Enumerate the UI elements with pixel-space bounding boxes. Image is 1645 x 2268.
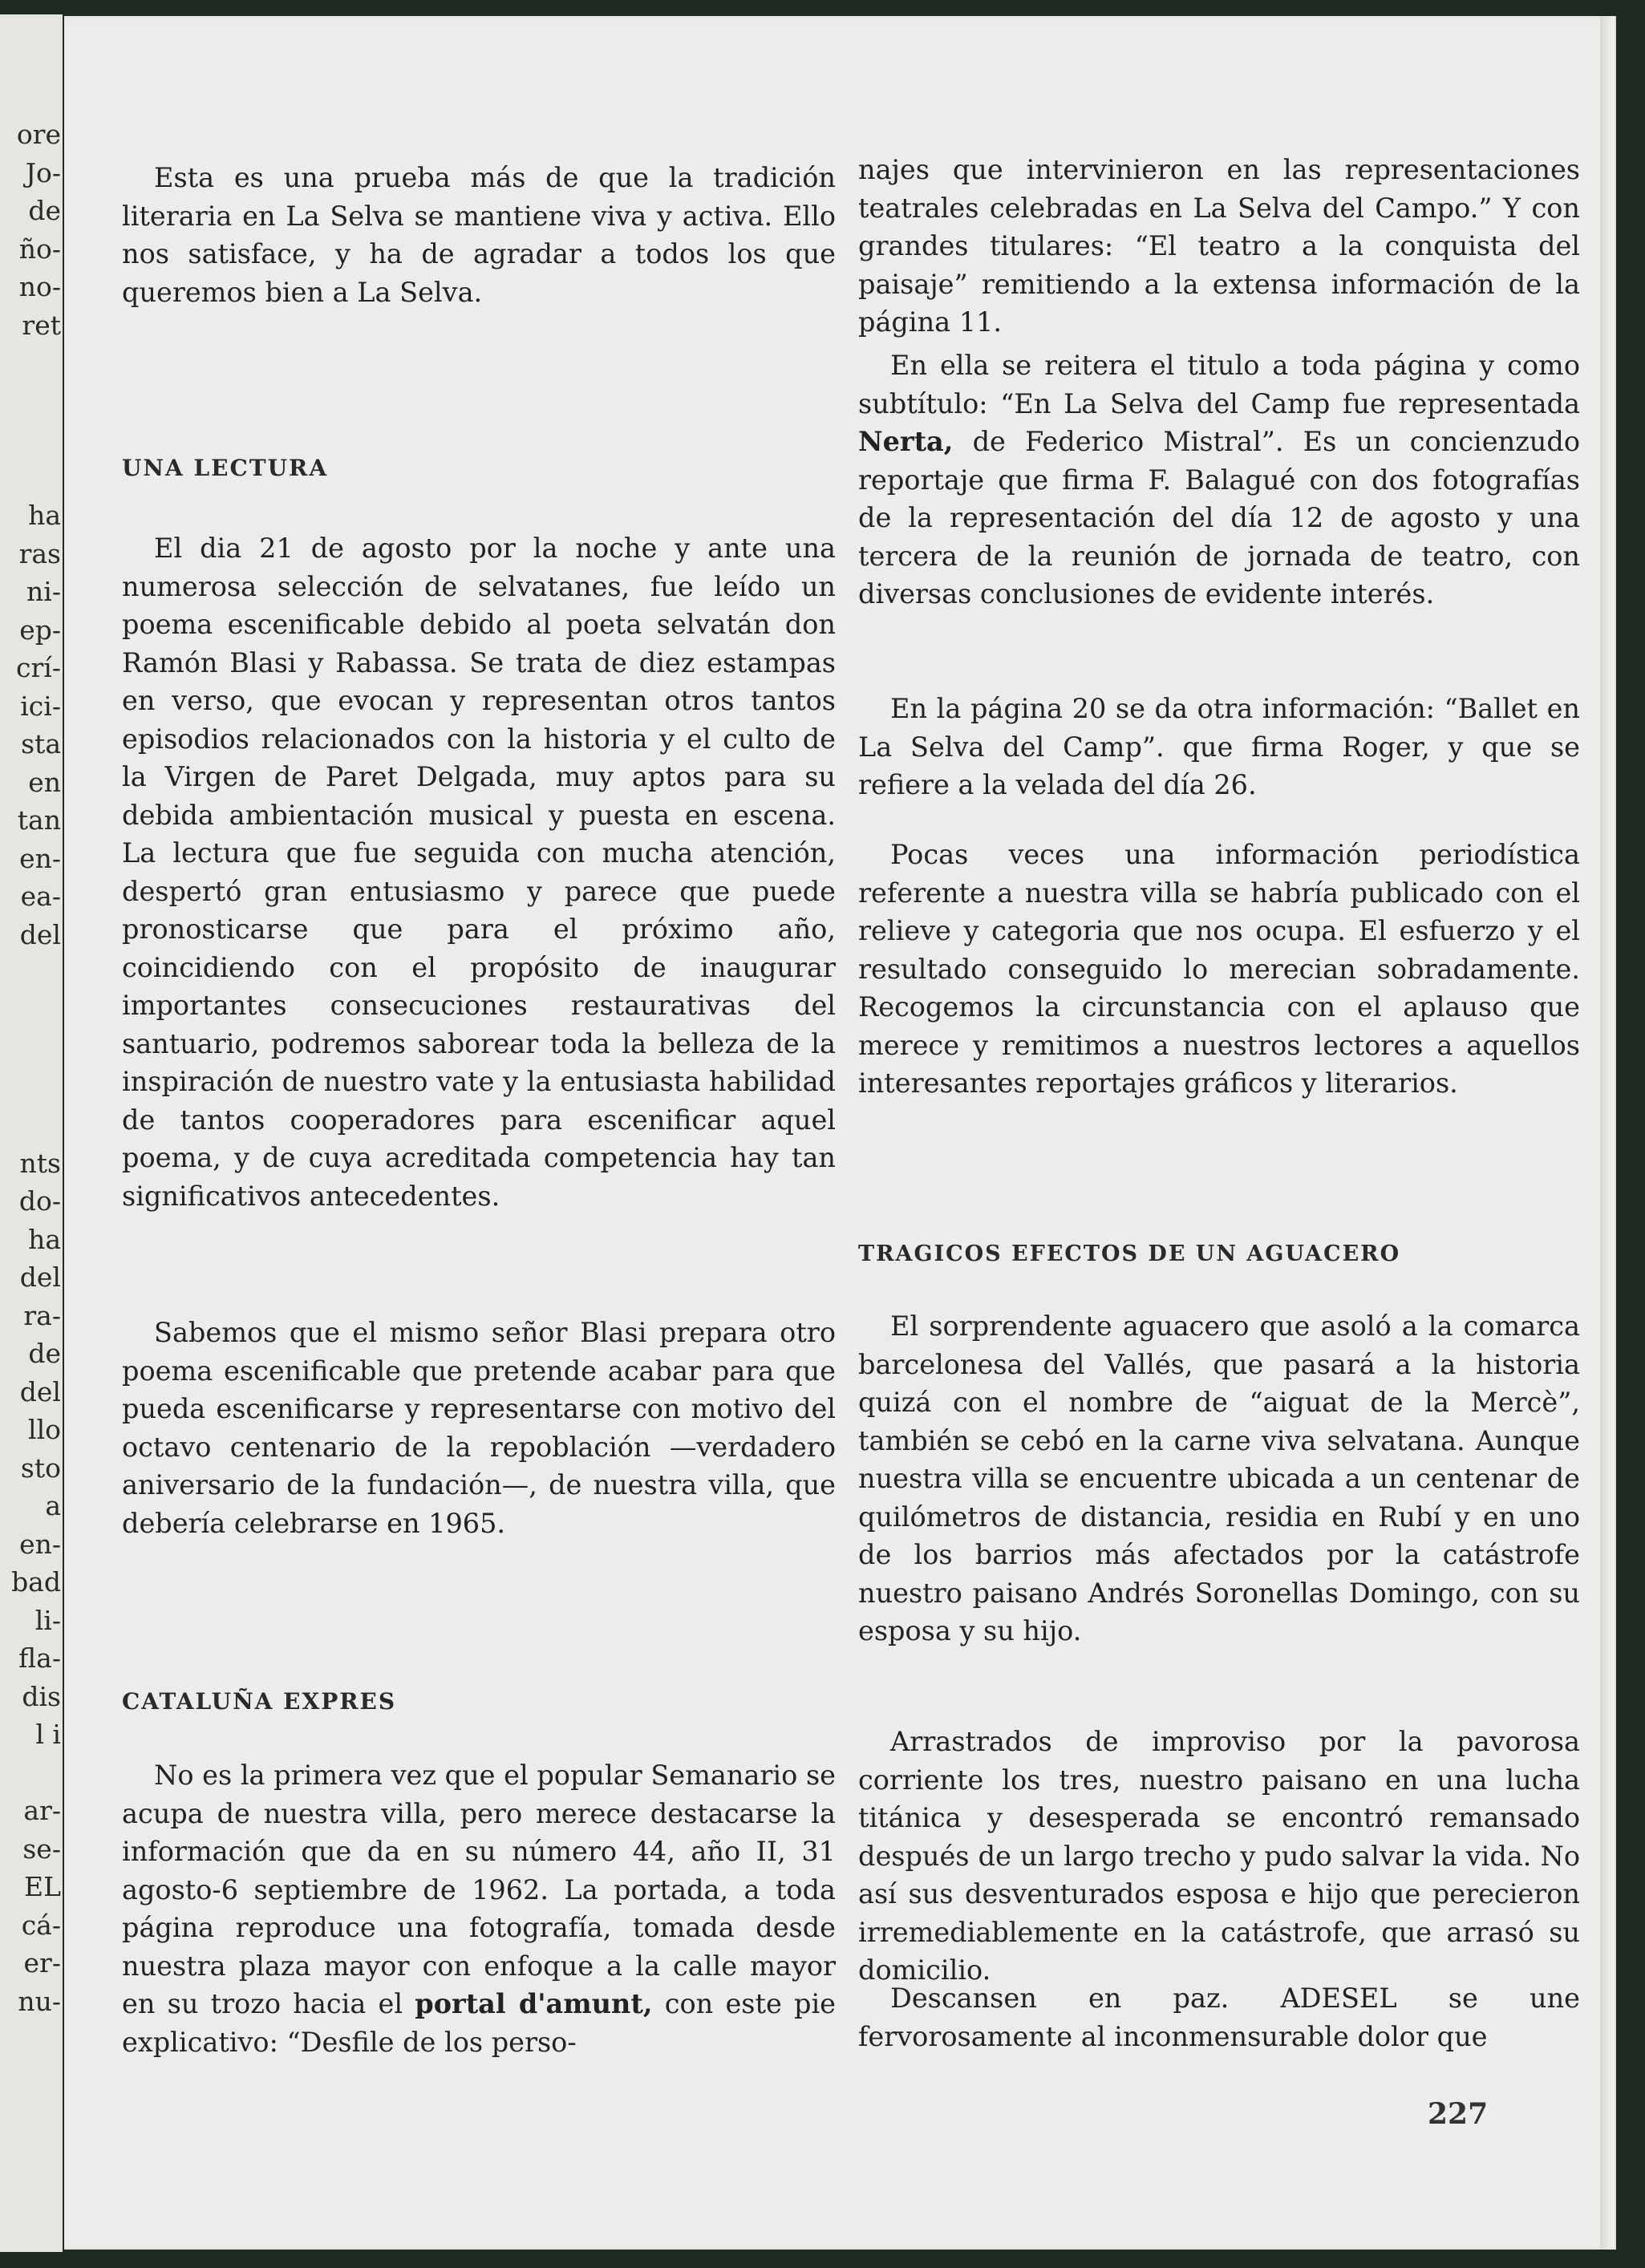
right-paragraph-2: [858, 346, 1580, 614]
previous-page-fragment: del: [19, 1262, 61, 1293]
previous-page-fragment: cá-: [21, 1909, 61, 1941]
continuation-paragraph: najes que intervinieron en las representaciones teatrales celebradas en La Selva del Campo.” Y con grandes titulares: “El teatro a la conquista del paisaje” remitiendo a la extensa información de la página 11.: [858, 154, 1580, 338]
expres-paragraph-1: [122, 1756, 836, 2061]
aguacero-paragraph-3: Descansen en paz. ADESEL se une fervorosamente al inconmensurable dolor que: [858, 1982, 1580, 2052]
previous-page-fragment: Jo-: [25, 156, 61, 188]
right-paragraph-4: Pocas veces una información periodística referente a nuestra villa se habría publicado con el relieve y categoria que nos ocupa. El esfuerzo y el resultado conseguido lo merecian sobradamente. Recogemos la circunstancia con el aplauso que merece y remitimos a nuestros lectores a aquellos interesantes reportajes gráficos y literarios.: [858, 839, 1580, 1099]
aguacero-paragraph-1: El sorprendente aguacero que asoló a la comarca barcelonesa del Vallés, que pasará a la historia quizá con el nombre de “aiguat de la Mercè”, también se cebó en la carne viva selvatana. Aunque nuestra villa se encuentre ubicada a un centenar de quilómetros de distancia, residia en Rubí y en uno de los barrios más afectados por la catástrofe nuestro paisano Andrés Soronellas Domingo, con su esposa y su hijo.: [858, 1310, 1580, 1646]
expres-text-b: con este pie explicativo: “Desfile de los perso-: [122, 1988, 836, 2058]
page-edge-shadow: [1600, 16, 1615, 2250]
previous-page-fragment: ño-: [18, 233, 61, 265]
previous-page-fragment: en-: [19, 842, 61, 874]
previous-page-fragment: crí-: [16, 652, 61, 683]
previous-page-fragment: li-: [34, 1604, 61, 1636]
previous-page-fragment: tan: [17, 804, 61, 836]
previous-page-fragment: ni-: [26, 576, 61, 607]
lectura-paragraph-1: El dia 21 de agosto por la noche y ante una numerosa selección de selvatanes, fue leído un poema escenificable debido al poeta selvatán don Ramón Blasi y Rabassa. Se trata de diez estampas en verso, que evocan y representan otros tantos episodios relacionados con la historia y el culto de la Virgen de Paret Delgada, muy aptos para su debida ambientación musical y puesta en escena. La lectura que fue seguida con mucha atención, despertó gran entusiasmo y parece que puede pronosticarse que para el próximo año, coincidiendo con el propósito de inaugurar importantes consecuciones restaurativas del santuario, podremos saborear toda la belleza de la inspiración de nuestro vate y la entusiasta habilidad de tantos cooperadores para escenificar aquel poema, y de cuya acreditada competencia hay tan significativos antecedentes.: [122, 533, 836, 1212]
previous-page-fragment: l i: [35, 1719, 61, 1750]
document-page: [64, 16, 1616, 2250]
previous-page-fragment: ras: [18, 537, 61, 569]
previous-page-fragment: sta: [21, 728, 61, 759]
previous-page-fragment: dis: [22, 1680, 61, 1712]
heading-cataluna-expres: CATALUÑA EXPRES: [122, 1688, 397, 1715]
previous-page-fragment: en: [28, 766, 61, 798]
lectura-paragraph-2: Sabemos que el mismo señor Blasi prepara otro poema escenificable que pretende acabar para que pueda escenificarse y representarse con motivo del octavo centenario de la repoblación —verdadero aniversario de la fundación—, de nuestra villa, que debería celebrarse en 1965.: [122, 1317, 836, 1539]
previous-page-fragment: nts: [19, 1147, 61, 1179]
previous-page-fragment: ra-: [23, 1299, 61, 1331]
expres-text-a: No es la primera vez que el popular Semanario se acupa de nuestra villa, pero merece destacarse la información que da en su número 44, año II, 31 agosto-6 septiembre de 1962. La portada, a toda página reproduce una fotografía, tomada desde nuestra plaza mayor con enfoque a la calle mayor en su trozo hacia el: [122, 1760, 836, 2019]
previous-page-fragment: sto: [20, 1452, 61, 1484]
previous-page-fragment: no-: [18, 271, 61, 302]
previous-page-fragment: se-: [22, 1833, 61, 1865]
p2-text-a: En ella se reitera el titulo a toda página y como subtítulo: “En La Selva del Camp fue representada: [858, 350, 1580, 419]
previous-page-fragment: de: [28, 195, 61, 226]
previous-page-fragment: bad: [11, 1566, 61, 1598]
previous-page-fragment: a: [45, 1490, 61, 1521]
previous-page-edge: [0, 14, 63, 2252]
previous-page-fragment: ar-: [23, 1795, 61, 1826]
previous-page-fragment: do-: [18, 1185, 61, 1217]
previous-page-fragment: er-: [23, 1947, 61, 1978]
previous-page-fragment: nu-: [18, 1985, 61, 2017]
previous-page-fragment: en-: [19, 1528, 61, 1560]
page-number: 227: [1428, 2097, 1489, 2131]
previous-page-fragment: ore: [16, 119, 61, 150]
aguacero-paragraph-2: Arrastrados de improviso por la pavorosa corriente los tres, nuestro paisano en una lucha titánica y desesperada se encontró remansado después de un largo trecho y pudo salvar la vida. No así sus desventurados esposa e hijo que perecieron irremediablemente en la catástrofe, que arrasó su domicilio.: [858, 1726, 1580, 1986]
previous-page-fragment: EL: [23, 1871, 61, 1902]
expres-bold: portal d'amunt,: [415, 1988, 653, 2019]
heading-tragicos-efectos: TRAGICOS EFECTOS DE UN AGUACERO: [858, 1241, 1401, 1266]
previous-page-fragment: ret: [22, 309, 61, 341]
previous-page-fragment: de: [28, 1338, 61, 1369]
previous-page-fragment: ep-: [19, 614, 61, 646]
heading-una-lectura: UNA LECTURA: [122, 455, 329, 481]
previous-page-fragment: ici-: [20, 690, 61, 722]
p2-bold: Nerta,: [858, 426, 954, 457]
right-paragraph-3: En la página 20 se da otra información: “Ballet en La Selva del Camp”. que firma Roger, y que se refiere a la velada del día 26.: [858, 693, 1580, 800]
intro-paragraph: Esta es una prueba más de que la tradición literaria en La Selva se mantiene viva y activa. Ello nos satisface, y ha de agradar a todos los que queremos bien a La Selva.: [122, 162, 836, 308]
previous-page-fragment: del: [19, 918, 61, 950]
previous-page-fragment: ea-: [20, 881, 61, 912]
previous-page-fragment: ha: [28, 1223, 61, 1255]
previous-page-fragment: del: [19, 1375, 61, 1407]
previous-page-fragment: llo: [28, 1414, 61, 1445]
previous-page-fragment: fla-: [18, 1642, 61, 1674]
p2-text-b: de Federico Mistral”. Es un concienzudo reportaje que firma F. Balagué con dos fotografías de la representación del día 12 de agosto y una tercera de la reunión de jornada de teatro, con diversas conclusiones de evidente interés.: [858, 426, 1580, 610]
previous-page-fragment: ha: [28, 500, 61, 531]
